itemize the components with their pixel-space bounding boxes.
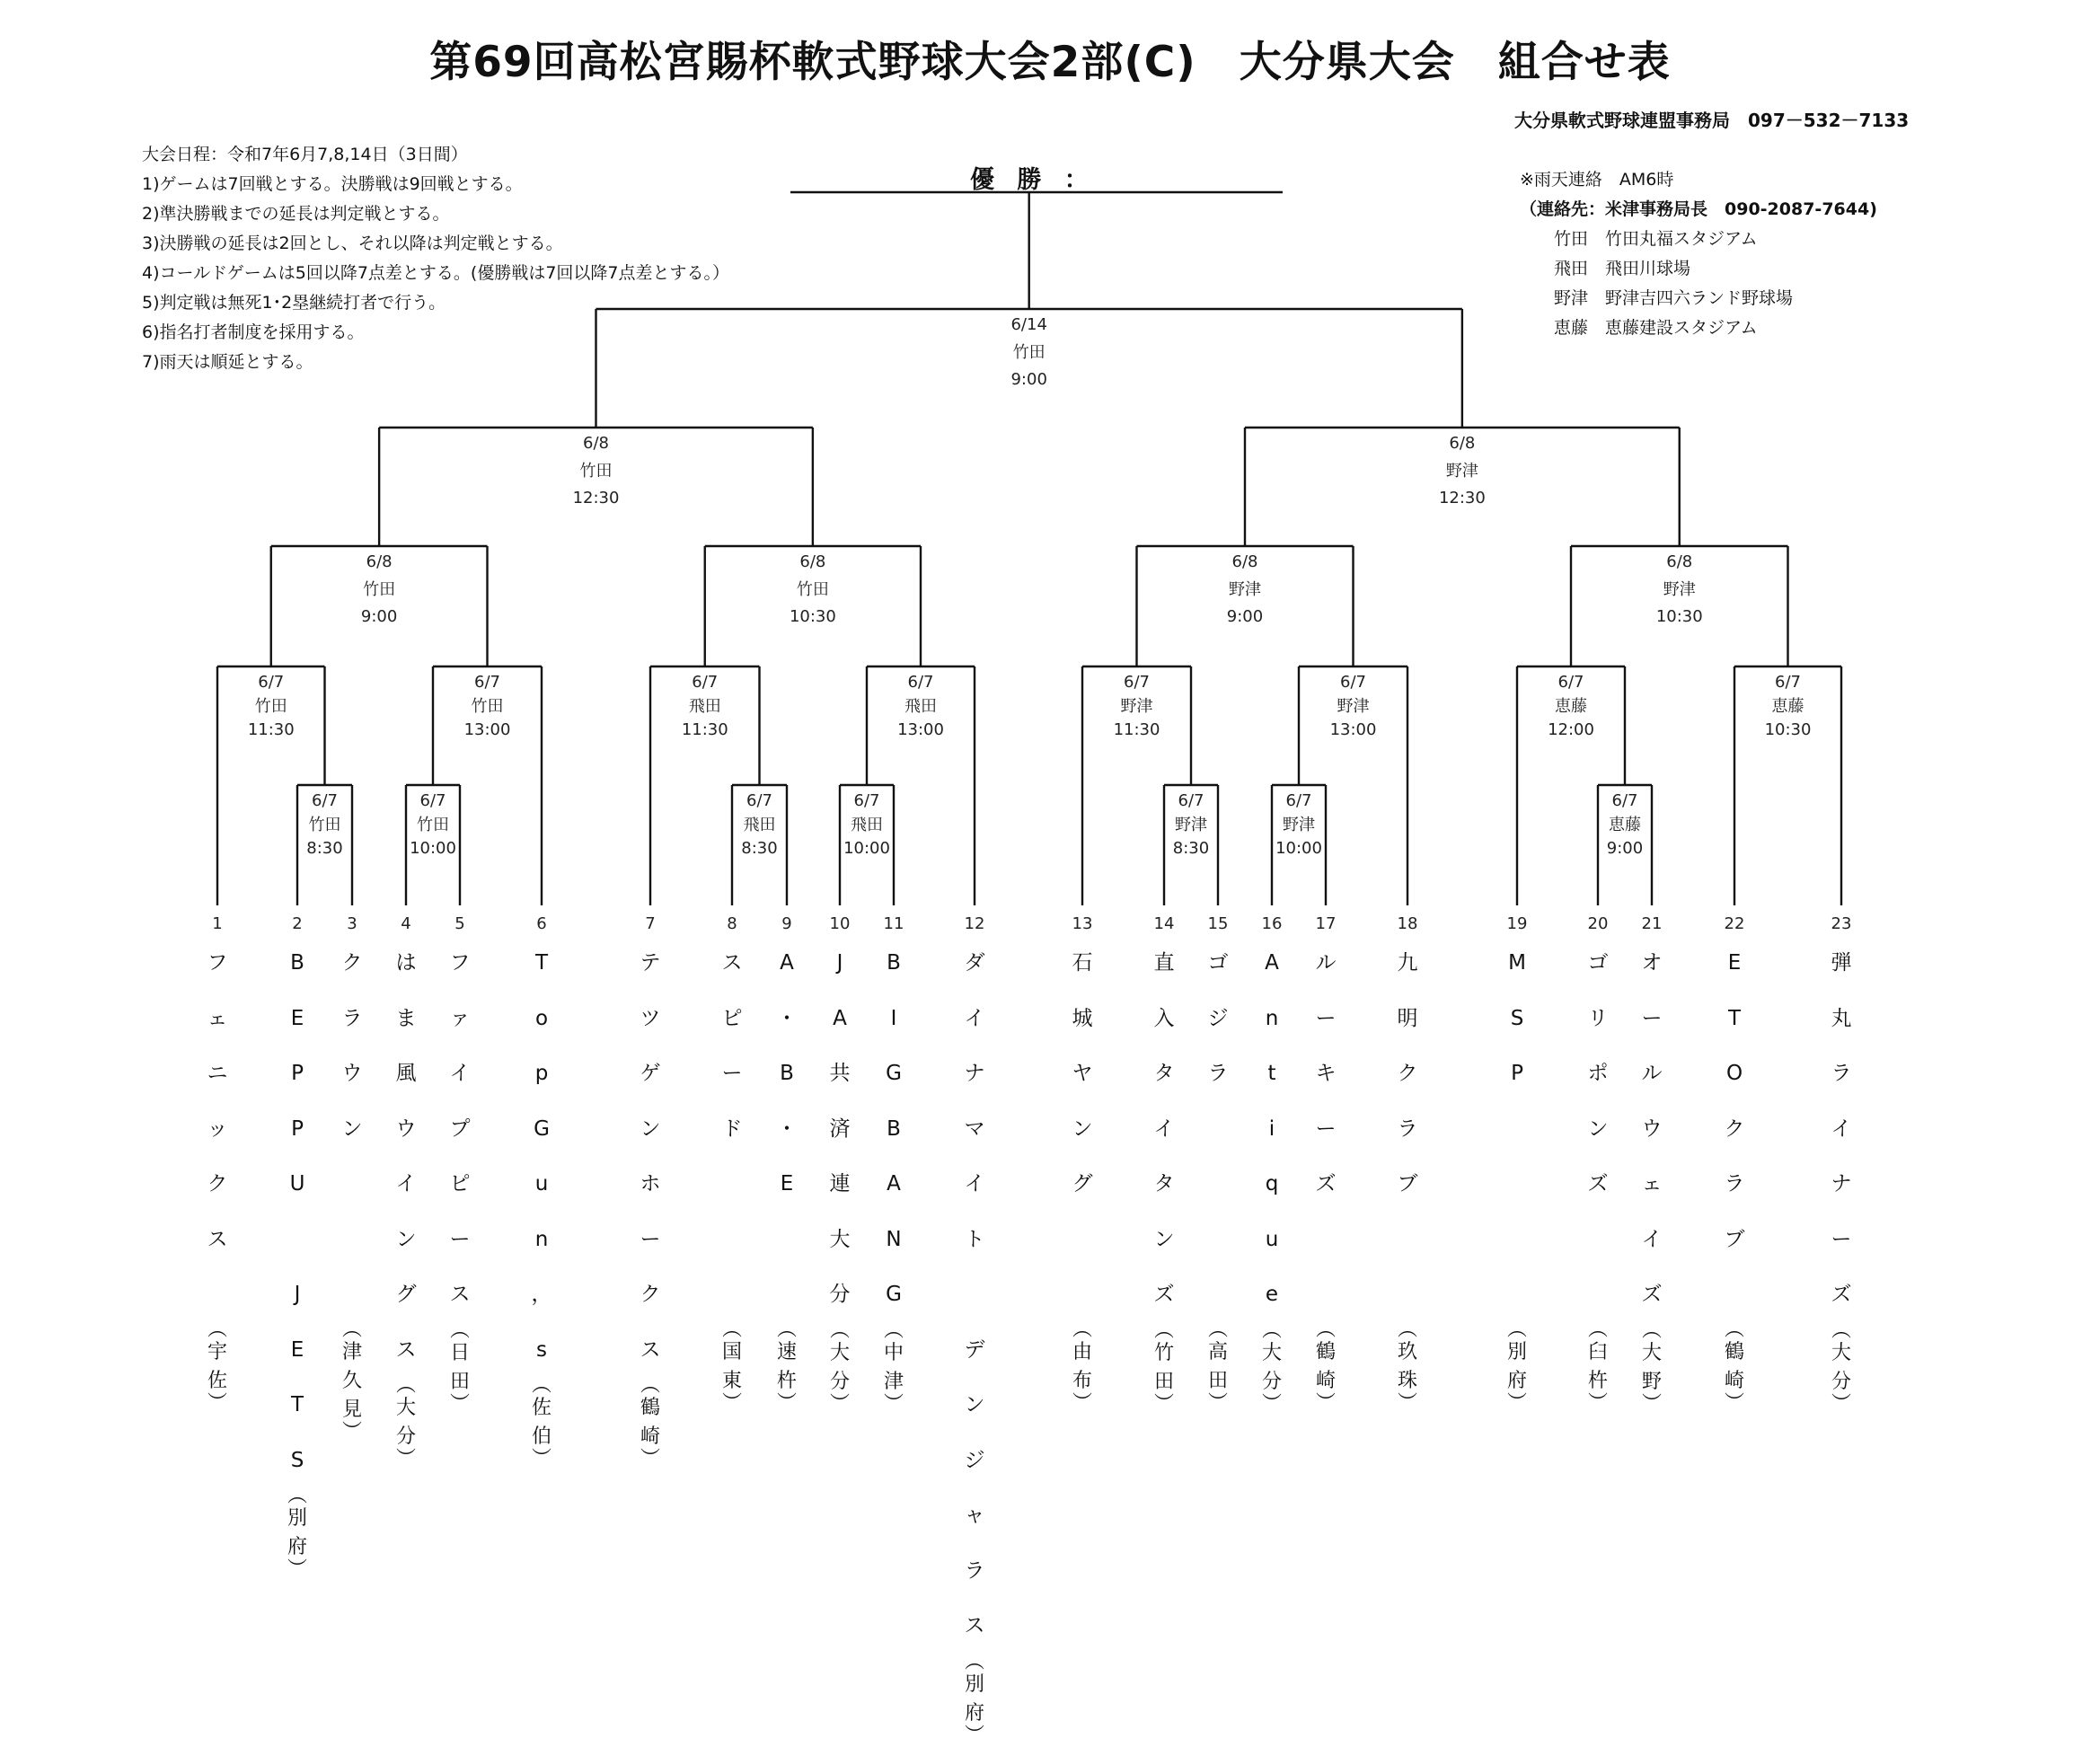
rule-2: 2)準決勝戦までの延長は判定戦とする。 xyxy=(142,204,450,224)
match-venue: 竹田 xyxy=(1012,343,1046,362)
match-date: 6/7 xyxy=(1775,673,1801,692)
match-venue: 野津 xyxy=(1120,697,1153,716)
team-name: B E P P U J E T S xyxy=(289,951,305,1472)
match-date: 6/7 xyxy=(258,673,285,692)
match-venue: 竹田 xyxy=(254,697,287,716)
match-date: 6/7 xyxy=(1557,673,1584,692)
team-city: ︵ 高 田 ︶ xyxy=(1207,1319,1228,1415)
team-city: ︵ 大 野 ︶ xyxy=(1641,1319,1662,1416)
team-city: ︵ 鶴 崎 ︶ xyxy=(1724,1319,1744,1415)
match-date: 6/8 xyxy=(583,434,609,453)
team-name: ゴ ジ ラ xyxy=(1207,951,1229,1085)
team-number: 5 xyxy=(454,914,465,933)
match-date: 6/14 xyxy=(1010,315,1047,334)
rule-5: 5)判定戦は無死1･2塁継続打者で行う。 xyxy=(142,293,446,313)
match-date: 6/8 xyxy=(1666,552,1693,571)
team-number: 18 xyxy=(1397,914,1418,933)
team-name: ス ピ ー ド xyxy=(721,951,743,1141)
team-name: J A 共 済 連 大 分 xyxy=(829,951,851,1306)
champion-label: 優 勝 ： xyxy=(970,166,1096,194)
rule-4: 4)コールドゲームは5回以降7点差とする。(優勝戦は7回以降7点差とする。） xyxy=(142,263,730,283)
match-time: 11:30 xyxy=(681,720,728,739)
team-number: 10 xyxy=(829,914,851,933)
match-time: 11:30 xyxy=(247,720,295,739)
team-name: ダ イ ナ マ イ ト デ ン ジ ャ ラ ス xyxy=(964,951,985,1637)
match-time: 8:30 xyxy=(1172,839,1210,858)
team-entry xyxy=(767,936,807,1415)
team-city: ︵ 玖 珠 ︶ xyxy=(1397,1319,1417,1415)
match-time: 9:00 xyxy=(360,607,398,626)
office-contact: 大分県軟式野球連盟事務局 097－532－7133 xyxy=(1514,110,1910,131)
team-city: ︵ 竹 田 ︶ xyxy=(1153,1319,1174,1416)
team-name: 石 城 ヤ ン グ xyxy=(1072,951,1093,1196)
team-entry xyxy=(955,936,994,1747)
match-venue: 飛田 xyxy=(688,697,721,716)
team-number: 4 xyxy=(401,914,411,933)
match-time: 13:00 xyxy=(463,720,511,739)
team-number: 8 xyxy=(727,914,737,933)
team-entry xyxy=(386,936,426,1468)
match-date: 6/7 xyxy=(419,791,446,810)
team-entry xyxy=(1306,936,1346,1415)
match-time: 11:30 xyxy=(1113,720,1160,739)
match-time: 10:00 xyxy=(1275,839,1322,858)
match-time: 10:30 xyxy=(789,607,836,626)
team-name: オ ー ル ウ ェ イ ズ xyxy=(1641,951,1663,1306)
team-number: 19 xyxy=(1506,914,1528,933)
match-venue: 恵藤 xyxy=(1555,697,1587,716)
team-entry xyxy=(820,936,860,1416)
team-city: ︵ 佐 伯 ︶ xyxy=(531,1374,551,1470)
team-city: ︵ 大 分 ︶ xyxy=(395,1374,416,1470)
team-number: 14 xyxy=(1153,914,1175,933)
team-entry xyxy=(198,936,237,1415)
team-name: は ま 風 ウ イ ン グ ス xyxy=(395,951,417,1362)
team-name: フ ェ ニ ッ ク ス xyxy=(207,951,228,1251)
match-venue: 恵藤 xyxy=(1609,816,1641,834)
team-entry xyxy=(278,936,317,1581)
match-venue: 竹田 xyxy=(363,580,396,599)
team-entry xyxy=(1144,936,1184,1416)
team-name: A n t i q u e xyxy=(1265,951,1279,1306)
match-venue: 野津 xyxy=(1229,580,1261,599)
match-date: 6/8 xyxy=(799,552,826,571)
rule-1: 1)ゲームは7回戦とする。決勝戦は9回戦とする。 xyxy=(142,174,523,194)
team-city: ︵ 別 府 ︶ xyxy=(1506,1319,1527,1415)
venue-hida: 飛田 飛田川球場 xyxy=(1554,259,1691,278)
team-city: ︵ 速 杵 ︶ xyxy=(776,1319,797,1415)
match-time: 10:00 xyxy=(410,839,456,858)
team-entry xyxy=(874,936,913,1416)
rule-6: 6)指名打者制度を採用する。 xyxy=(142,322,365,342)
team-city: ︵ 日 田 ︶ xyxy=(449,1319,470,1416)
team-number: 15 xyxy=(1207,914,1229,933)
match-time: 12:00 xyxy=(1548,720,1594,739)
team-city: ︵ 宇 佐 ︶ xyxy=(207,1319,227,1415)
team-city: ︵ 津 久 見 ︶ xyxy=(341,1319,362,1443)
venue-takeda: 竹田 竹田丸福スタジアム xyxy=(1554,229,1758,249)
match-date: 6/7 xyxy=(1178,791,1204,810)
rain-contact: （連絡先：米津事務局長 090-2087-7644) xyxy=(1520,199,1877,219)
team-entry xyxy=(631,936,670,1468)
match-time: 10:30 xyxy=(1764,720,1812,739)
team-city: ︵ 大 分 ︶ xyxy=(1261,1319,1282,1416)
match-date: 6/7 xyxy=(853,791,880,810)
match-time: 9:00 xyxy=(1010,370,1047,389)
team-entry xyxy=(1252,936,1292,1416)
team-name: フ ァ イ プ ピ ー ス xyxy=(449,951,471,1306)
team-name: 直 入 タ イ タ ン ズ xyxy=(1153,951,1175,1306)
team-number: 17 xyxy=(1315,914,1337,933)
match-date: 6/7 xyxy=(474,673,500,692)
team-city: ︵ 鶴 崎 ︶ xyxy=(1315,1319,1336,1415)
team-number: 12 xyxy=(964,914,985,933)
team-number: 3 xyxy=(347,914,357,933)
match-venue: 飛田 xyxy=(904,697,937,716)
team-name: A ・ B ・ E xyxy=(776,951,798,1196)
team-name: 弾 丸 ラ イ ナ ー ズ xyxy=(1831,951,1852,1306)
team-entry xyxy=(1632,936,1672,1416)
match-time: 9:00 xyxy=(1226,607,1264,626)
team-entry xyxy=(712,936,752,1415)
match-time: 8:30 xyxy=(741,839,778,858)
match-date: 6/8 xyxy=(1231,552,1258,571)
team-number: 7 xyxy=(645,914,656,933)
page-title: 第69回高松宮賜杯軟式野球大会2部(C) 大分県大会 組合せ表 xyxy=(429,38,1671,87)
match-time: 9:00 xyxy=(1606,839,1644,858)
team-name: 九 明 ク ラ ブ xyxy=(1397,951,1418,1196)
match-venue: 野津 xyxy=(1663,580,1696,599)
team-city: ︵ 大 分 ︶ xyxy=(829,1319,850,1416)
team-number: 22 xyxy=(1724,914,1745,933)
team-number: 16 xyxy=(1261,914,1283,933)
venue-notsu: 野津 野津吉四六ランド野球場 xyxy=(1554,288,1794,308)
team-entry xyxy=(1715,936,1754,1415)
team-city: ︵ 大 分 ︶ xyxy=(1831,1319,1851,1416)
team-entry xyxy=(1198,936,1238,1415)
team-entry xyxy=(332,936,372,1441)
team-city: ︵ 由 布 ︶ xyxy=(1072,1319,1092,1415)
match-time: 10:00 xyxy=(843,839,890,858)
team-city: ︵ 別 府 ︶ xyxy=(964,1650,984,1747)
team-name: B I G B A N G xyxy=(886,951,902,1306)
team-entry xyxy=(1578,936,1618,1415)
match-date: 6/7 xyxy=(907,673,934,692)
team-city: ︵ 別 府 ︶ xyxy=(287,1485,307,1581)
team-number: 20 xyxy=(1587,914,1609,933)
team-entry xyxy=(440,936,480,1416)
team-city: ︵ 臼 杵 ︶ xyxy=(1587,1319,1608,1415)
team-number: 11 xyxy=(883,914,904,933)
match-time: 10:30 xyxy=(1655,607,1703,626)
match-venue: 野津 xyxy=(1337,697,1370,716)
team-name: ル ー キ ー ズ xyxy=(1315,951,1337,1196)
venue-eto: 恵藤 恵藤建設スタジアム xyxy=(1554,318,1758,338)
match-time: 12:30 xyxy=(572,489,620,507)
team-number: 9 xyxy=(781,914,792,933)
rule-3: 3)決勝戦の延長は2回とし、それ以降は判定戦とする。 xyxy=(142,234,563,253)
team-city: ︵ 中 津 ︶ xyxy=(883,1319,904,1416)
match-time: 13:00 xyxy=(897,720,944,739)
match-date: 6/7 xyxy=(746,791,772,810)
team-number: 21 xyxy=(1641,914,1663,933)
team-name: T o p G u n ， s xyxy=(531,951,552,1362)
match-venue: 恵藤 xyxy=(1771,697,1804,716)
team-name: M S P xyxy=(1508,951,1526,1085)
match-time: 13:00 xyxy=(1329,720,1377,739)
match-venue: 竹田 xyxy=(579,462,613,481)
team-entry xyxy=(522,936,561,1468)
match-date: 6/7 xyxy=(692,673,719,692)
match-venue: 飛田 xyxy=(851,816,883,834)
rule-schedule: 大会日程：令和7年6月7,8,14日（3日間） xyxy=(142,145,468,164)
team-number: 13 xyxy=(1072,914,1093,933)
team-entry xyxy=(1063,936,1102,1415)
match-venue: 竹田 xyxy=(471,697,504,716)
team-name: テ ツ ゲ ン ホ ー ク ス xyxy=(640,951,661,1362)
match-venue: 竹田 xyxy=(417,816,449,834)
rule-7: 7)雨天は順延とする。 xyxy=(142,352,313,372)
match-date: 6/7 xyxy=(1611,791,1638,810)
match-date: 6/7 xyxy=(312,791,338,810)
match-time: 12:30 xyxy=(1438,489,1486,507)
team-city: ︵ 鶴 崎 ︶ xyxy=(640,1374,660,1470)
team-name: E T O ク ラ ブ xyxy=(1724,951,1745,1251)
match-time: 8:30 xyxy=(306,839,343,858)
match-date: 6/7 xyxy=(1285,791,1312,810)
team-number: 23 xyxy=(1831,914,1852,933)
team-number: 6 xyxy=(536,914,547,933)
team-number: 1 xyxy=(212,914,223,933)
match-venue: 竹田 xyxy=(796,580,829,599)
team-name: ク ラ ウ ン xyxy=(341,951,363,1141)
team-entry xyxy=(1822,936,1861,1416)
match-date: 6/8 xyxy=(1449,434,1476,453)
match-venue: 野津 xyxy=(1283,816,1315,834)
match-venue: 竹田 xyxy=(308,816,341,834)
team-entry xyxy=(1497,936,1537,1415)
team-entry xyxy=(1388,936,1427,1415)
rain-note: ※雨天連絡 AM6時 xyxy=(1520,170,1674,190)
team-city: ︵ 国 東 ︶ xyxy=(721,1319,742,1415)
match-date: 6/8 xyxy=(366,552,393,571)
match-date: 6/7 xyxy=(1340,673,1366,692)
team-name: ゴ リ ポ ン ズ xyxy=(1587,951,1609,1196)
match-venue: 飛田 xyxy=(743,816,776,834)
match-venue: 野津 xyxy=(1445,462,1478,481)
match-date: 6/7 xyxy=(1124,673,1150,692)
team-number: 2 xyxy=(292,914,303,933)
match-venue: 野津 xyxy=(1175,816,1207,834)
